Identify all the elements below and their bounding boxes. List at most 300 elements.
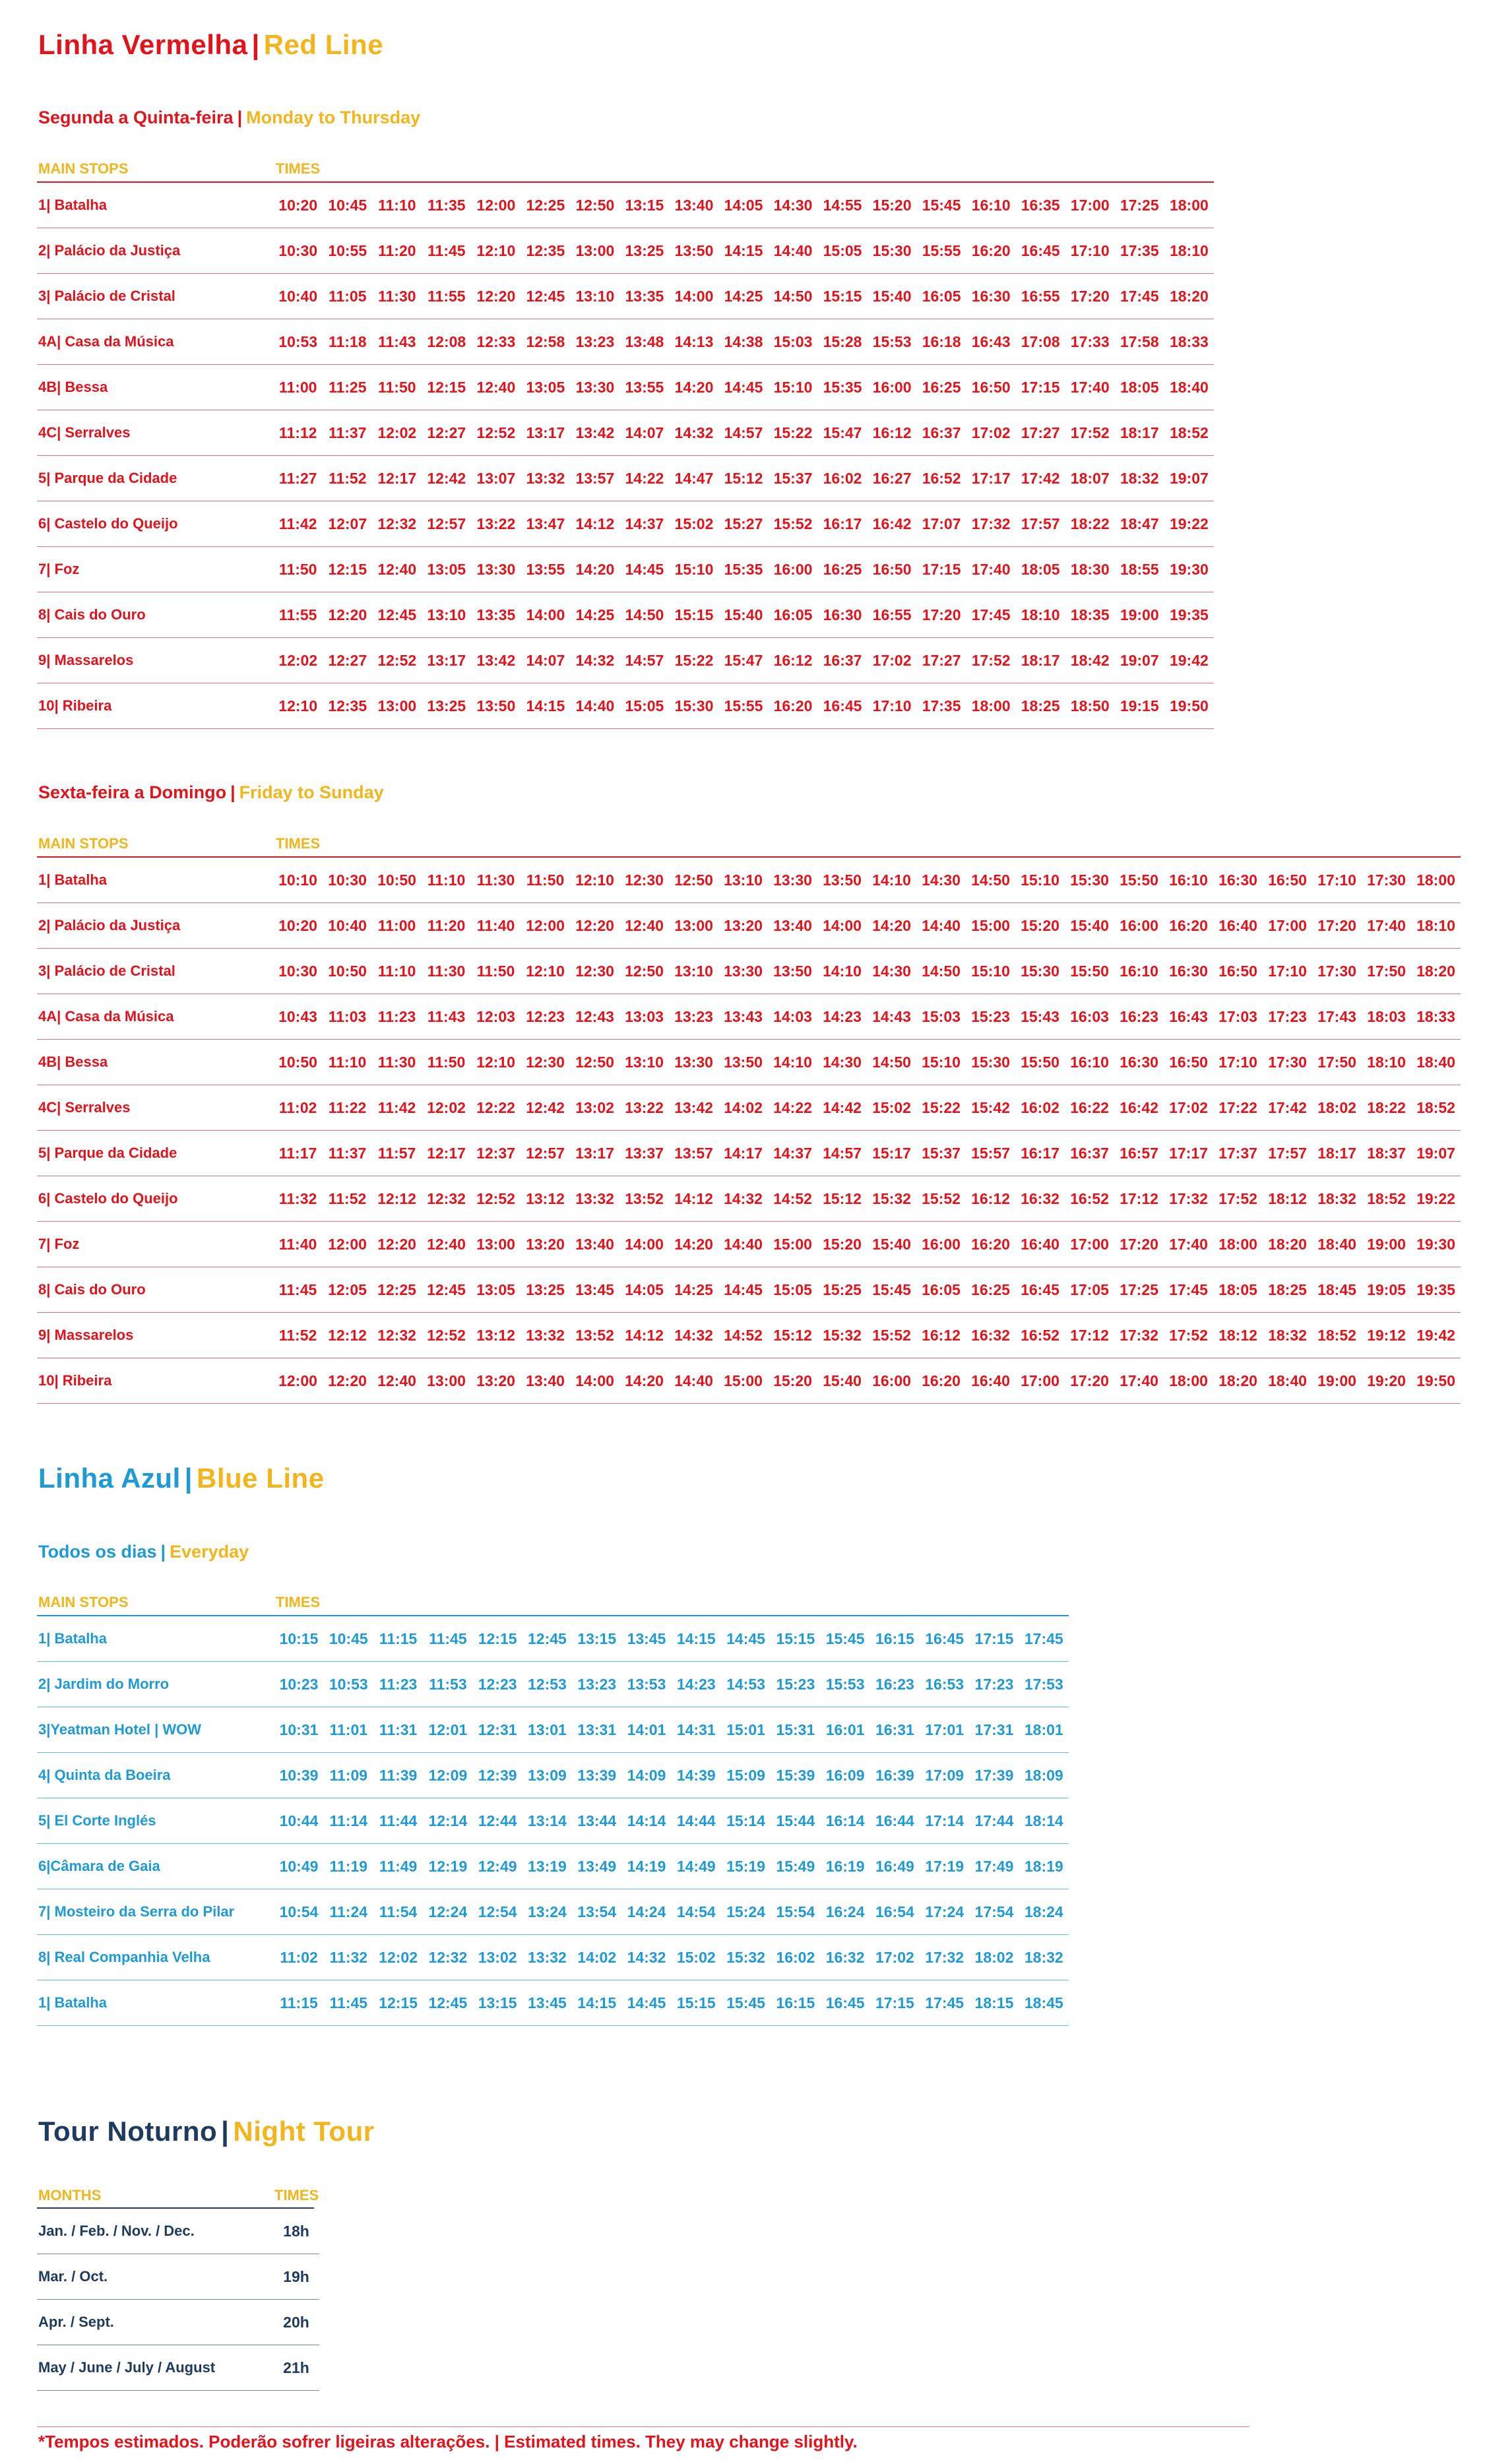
time-cell: 10:53 [324, 1662, 373, 1707]
time-cell: 16:02 [771, 1935, 820, 1980]
time-cell: 12:42 [521, 1085, 570, 1131]
time-cell: 17:00 [1065, 183, 1115, 228]
time-cell: 12:45 [423, 1980, 472, 2026]
time-cell: 14:52 [768, 1176, 817, 1222]
table-row [37, 183, 1214, 228]
time-cell: 10:30 [273, 949, 323, 994]
time-cell: 13:32 [570, 1176, 619, 1222]
stop-name-cell: 5| El Corte Inglés [37, 1798, 274, 1844]
time-cell: 16:00 [1114, 903, 1164, 949]
time-cell: 12:50 [669, 858, 718, 903]
time-cell: 11:31 [373, 1707, 423, 1753]
time-cell: 11:24 [324, 1889, 373, 1935]
time-cell: 17:35 [1115, 228, 1164, 274]
time-cell: 16:20 [916, 1358, 966, 1404]
table-row [37, 547, 1214, 592]
time-cell: 12:00 [323, 1222, 372, 1267]
table-row [37, 456, 1214, 501]
time-cell: 14:45 [619, 547, 669, 592]
time-cell: 11:42 [372, 1085, 422, 1131]
time-cell: 15:22 [916, 1085, 966, 1131]
time-cell: 16:18 [917, 319, 966, 365]
time-cell: 14:00 [521, 592, 570, 638]
time-cell: 15:02 [672, 1935, 721, 1980]
time-cell: 13:10 [669, 949, 718, 994]
time-cell: 15:42 [966, 1085, 1015, 1131]
time-cell: 12:27 [323, 638, 372, 683]
time-cell: 14:44 [672, 1798, 721, 1844]
time-cell: 11:55 [273, 592, 323, 638]
time-cell: 14:30 [867, 949, 916, 994]
time-cell: 11:30 [372, 274, 422, 319]
time-cell: 14:22 [768, 1085, 817, 1131]
time-cell: 11:10 [372, 949, 422, 994]
time-cell: 17:10 [868, 683, 917, 729]
time-cell: 18:52 [1312, 1313, 1362, 1358]
time-cell: 18:32 [1115, 456, 1164, 501]
time-cell: 10:39 [274, 1753, 323, 1798]
time-cell: 15:35 [718, 547, 768, 592]
time-cell: 13:00 [570, 228, 619, 274]
time-cell: 18h [273, 2209, 319, 2254]
time-cell: 12:20 [570, 903, 619, 949]
time-cell: 12:35 [323, 683, 372, 729]
time-cell: 12:25 [521, 183, 570, 228]
time-cell: 13:40 [768, 903, 817, 949]
time-cell: 12:35 [521, 228, 570, 274]
time-cell: 12:25 [372, 1267, 422, 1313]
stop-name-cell: 6| Castelo do Queijo [37, 1176, 273, 1222]
time-cell: 14:00 [669, 274, 718, 319]
time-cell: 18:12 [1263, 1176, 1312, 1222]
time-cell: 15:52 [916, 1176, 966, 1222]
time-cell: 17:40 [1362, 903, 1411, 949]
table-row [37, 2209, 319, 2254]
time-cell: 14:02 [572, 1935, 621, 1980]
time-cell: 14:32 [718, 1176, 768, 1222]
time-cell: 17:49 [969, 1844, 1019, 1889]
time-cell: 14:00 [570, 1358, 619, 1404]
time-cell: 15:47 [718, 638, 768, 683]
stop-name-cell: 1| Batalha [37, 1980, 274, 2026]
red-weekend-label [38, 782, 384, 803]
table-row [37, 1358, 1461, 1404]
time-cell: 13:09 [522, 1753, 572, 1798]
time-cell: 12:53 [522, 1662, 572, 1707]
time-cell: 16:09 [820, 1753, 870, 1798]
time-cell: 12:37 [471, 1131, 521, 1176]
time-cell: 14:20 [570, 547, 619, 592]
time-cell: 14:50 [619, 592, 669, 638]
time-cell: 16:12 [966, 1176, 1015, 1222]
time-cell: 11:15 [274, 1980, 323, 2026]
time-cell: 13:25 [619, 228, 669, 274]
time-cell: 13:39 [572, 1753, 621, 1798]
time-cell: 15:40 [868, 274, 917, 319]
time-cell: 16:22 [1065, 1085, 1114, 1131]
time-cell: 12:30 [521, 1040, 570, 1085]
time-cell: 12:32 [372, 501, 422, 547]
time-cell: 11:39 [373, 1753, 423, 1798]
red-weekend-label-en: Friday to Sunday [239, 782, 384, 802]
time-cell: 16:49 [870, 1844, 920, 1889]
time-cell: 13:22 [619, 1085, 669, 1131]
red-line-title-pt: Linha Vermelha [38, 29, 248, 60]
time-cell: 17:54 [969, 1889, 1019, 1935]
time-cell: 12:43 [570, 994, 619, 1040]
stop-name-cell: 8| Cais do Ouro [37, 592, 273, 638]
time-cell: 18:40 [1164, 365, 1214, 410]
time-cell: 16:05 [769, 592, 818, 638]
time-cell: 11:32 [324, 1935, 373, 1980]
time-cell: 14:12 [570, 501, 619, 547]
time-cell: 14:25 [718, 274, 768, 319]
months-cell: May / June / July / August [37, 2345, 273, 2391]
time-cell: 16:52 [1065, 1176, 1114, 1222]
time-cell: 16:45 [1015, 1267, 1065, 1313]
time-cell: 17:20 [1065, 274, 1115, 319]
time-cell: 15:45 [721, 1980, 771, 2026]
time-cell: 12:52 [422, 1313, 471, 1358]
stop-name-cell: 4A| Casa da Música [37, 994, 273, 1040]
time-cell: 11:50 [471, 949, 521, 994]
time-cell: 14:32 [669, 1313, 718, 1358]
time-cell: 13:30 [718, 949, 768, 994]
time-cell: 13:31 [572, 1707, 621, 1753]
time-cell: 19:20 [1362, 1358, 1411, 1404]
time-cell: 11:35 [422, 183, 471, 228]
stop-name-cell: 6|Câmara de Gaia [37, 1844, 274, 1889]
time-cell: 14:22 [619, 456, 669, 501]
time-cell: 16:40 [1213, 903, 1263, 949]
time-cell: 12:02 [373, 1935, 423, 1980]
time-cell: 18:33 [1411, 994, 1461, 1040]
months-cell: Jan. / Feb. / Nov. / Dec. [37, 2209, 273, 2254]
time-cell: 16:20 [769, 683, 818, 729]
stop-name-cell: 4A| Casa da Música [37, 319, 273, 365]
time-cell: 12:23 [521, 994, 570, 1040]
time-cell: 17:33 [1065, 319, 1115, 365]
time-cell: 12:15 [373, 1980, 423, 2026]
time-cell: 15:30 [669, 683, 718, 729]
time-cell: 17:08 [1016, 319, 1065, 365]
stop-name-cell: 9| Massarelos [37, 1313, 273, 1358]
time-cell: 17:12 [1114, 1176, 1164, 1222]
time-cell: 17:31 [969, 1707, 1019, 1753]
time-cell: 13:45 [621, 1616, 671, 1662]
time-cell: 18:00 [1213, 1222, 1263, 1267]
time-cell: 15:32 [867, 1176, 916, 1222]
time-cell: 17:10 [1065, 228, 1115, 274]
time-cell: 13:42 [570, 410, 619, 456]
time-cell: 16:15 [870, 1616, 920, 1662]
time-cell: 15:53 [868, 319, 917, 365]
time-cell: 13:15 [619, 183, 669, 228]
time-cell: 15:45 [820, 1616, 870, 1662]
time-cell: 11:40 [471, 903, 521, 949]
table-row [37, 949, 1461, 994]
time-cell: 18:32 [1263, 1313, 1312, 1358]
time-cell: 12:49 [473, 1844, 522, 1889]
time-cell: 12:10 [471, 228, 521, 274]
time-cell: 15:32 [721, 1935, 771, 1980]
time-cell: 10:44 [274, 1798, 323, 1844]
table-row [37, 410, 1214, 456]
time-cell: 11:20 [372, 228, 422, 274]
time-cell: 10:50 [323, 949, 372, 994]
time-cell: 13:15 [473, 1980, 522, 2026]
red-weekday-label [38, 108, 420, 128]
time-cell: 17:45 [920, 1980, 969, 2026]
label-separator: | [230, 782, 236, 802]
time-cell: 12:02 [372, 410, 422, 456]
time-cell: 17:02 [1164, 1085, 1213, 1131]
time-cell: 15:37 [769, 456, 818, 501]
time-cell: 18:00 [1164, 183, 1214, 228]
time-cell: 13:40 [570, 1222, 619, 1267]
time-cell: 11:57 [372, 1131, 422, 1176]
time-cell: 10:54 [274, 1889, 323, 1935]
time-cell: 18:00 [1411, 858, 1461, 903]
time-cell: 13:35 [471, 592, 521, 638]
time-cell: 17:00 [1065, 1222, 1114, 1267]
time-cell: 18:24 [1019, 1889, 1069, 1935]
table-row [37, 2345, 319, 2391]
time-cell: 13:15 [572, 1616, 621, 1662]
time-cell: 13:54 [572, 1889, 621, 1935]
time-cell: 17:15 [870, 1980, 920, 2026]
time-cell: 12:03 [471, 994, 521, 1040]
time-cell: 16:30 [966, 274, 1016, 319]
time-cell: 17:32 [920, 1935, 969, 1980]
time-cell: 17:10 [1213, 1040, 1263, 1085]
time-cell: 15:22 [669, 638, 718, 683]
table-row [37, 1980, 1069, 2026]
time-cell: 11:45 [273, 1267, 323, 1313]
time-cell: 13:32 [521, 1313, 570, 1358]
time-cell: 12:57 [521, 1131, 570, 1176]
time-cell: 14:01 [621, 1707, 671, 1753]
table-row [37, 1222, 1461, 1267]
time-cell: 15:19 [721, 1844, 771, 1889]
time-cell: 12:22 [471, 1085, 521, 1131]
time-cell: 14:32 [621, 1935, 671, 1980]
time-cell: 13:30 [471, 547, 521, 592]
time-cell: 19:07 [1411, 1131, 1461, 1176]
time-cell: 13:30 [570, 365, 619, 410]
time-cell: 17:42 [1263, 1085, 1312, 1131]
red-weekend-label-pt: Sexta-feira a Domingo [38, 782, 227, 802]
time-cell: 13:40 [669, 183, 718, 228]
table-row [37, 2300, 319, 2345]
time-cell: 17:22 [1213, 1085, 1263, 1131]
time-cell: 11:27 [273, 456, 323, 501]
time-cell: 13:32 [522, 1935, 572, 1980]
red-weekday-timetable [37, 183, 1214, 729]
time-cell: 12:20 [323, 592, 372, 638]
time-cell: 13:23 [669, 994, 718, 1040]
time-cell: 17:58 [1115, 319, 1164, 365]
time-cell: 16:45 [920, 1616, 969, 1662]
time-cell: 17:15 [969, 1616, 1019, 1662]
time-cell: 17:30 [1362, 858, 1411, 903]
time-cell: 16:42 [868, 501, 917, 547]
time-cell: 15:15 [669, 592, 718, 638]
time-cell: 15:22 [769, 410, 818, 456]
blue-everyday-label [38, 1542, 249, 1562]
time-cell: 18:09 [1019, 1753, 1069, 1798]
time-cell: 14:39 [672, 1753, 721, 1798]
time-cell: 18:45 [1019, 1980, 1069, 2026]
time-cell: 16:44 [870, 1798, 920, 1844]
time-cell: 17:17 [966, 456, 1016, 501]
time-cell: 18:10 [1411, 903, 1461, 949]
time-cell: 16:23 [1114, 994, 1164, 1040]
time-cell: 18:52 [1164, 410, 1214, 456]
time-cell: 14:57 [718, 410, 768, 456]
time-cell: 15:32 [817, 1313, 867, 1358]
time-cell: 11:18 [323, 319, 372, 365]
time-cell: 12:45 [422, 1267, 471, 1313]
time-cell: 13:05 [521, 365, 570, 410]
time-cell: 17:57 [1263, 1131, 1312, 1176]
time-cell: 13:03 [619, 994, 669, 1040]
blue-stops-header: MAIN STOPS [38, 1594, 129, 1610]
time-cell: 17:45 [966, 592, 1016, 638]
time-cell: 18:37 [1362, 1131, 1411, 1176]
time-cell: 17:52 [1213, 1176, 1263, 1222]
time-cell: 18:17 [1115, 410, 1164, 456]
time-cell: 16:12 [769, 638, 818, 683]
time-cell: 12:15 [323, 547, 372, 592]
time-cell: 15:05 [619, 683, 669, 729]
time-cell: 13:50 [718, 1040, 768, 1085]
time-cell: 15:55 [917, 228, 966, 274]
time-cell: 11:09 [324, 1753, 373, 1798]
time-cell: 13:45 [570, 1267, 619, 1313]
time-cell: 12:52 [471, 1176, 521, 1222]
time-cell: 17:03 [1213, 994, 1263, 1040]
time-cell: 10:53 [273, 319, 323, 365]
time-cell: 10:40 [323, 903, 372, 949]
time-cell: 15:30 [868, 228, 917, 274]
table-row [37, 1798, 1069, 1844]
night-tour-title-pt: Tour Noturno [38, 2116, 218, 2147]
time-cell: 15:53 [820, 1662, 870, 1707]
time-cell: 11:43 [422, 994, 471, 1040]
time-cell: 12:09 [423, 1753, 472, 1798]
time-cell: 18:40 [1411, 1040, 1461, 1085]
time-cell: 18:32 [1019, 1935, 1069, 1980]
time-cell: 13:50 [471, 683, 521, 729]
time-cell: 12:10 [570, 858, 619, 903]
time-cell: 13:52 [619, 1176, 669, 1222]
label-separator: | [160, 1542, 166, 1562]
time-cell: 16:43 [966, 319, 1016, 365]
time-cell: 15:10 [916, 1040, 966, 1085]
time-cell: 16:00 [769, 547, 818, 592]
time-cell: 18:40 [1312, 1222, 1362, 1267]
time-cell: 18:20 [1213, 1358, 1263, 1404]
time-cell: 14:42 [817, 1085, 867, 1131]
time-cell: 12:45 [372, 592, 422, 638]
time-cell: 11:00 [273, 365, 323, 410]
footnote: *Tempos estimados. Poderão sofrer ligeiras alterações. | Estimated times. They may change slightly. [38, 2432, 858, 2451]
red-weekend-timetable [37, 858, 1461, 1404]
time-cell: 17:42 [1016, 456, 1065, 501]
time-cell: 15:15 [818, 274, 868, 319]
table-row [37, 903, 1461, 949]
time-cell: 14:15 [672, 1616, 721, 1662]
time-cell: 14:25 [669, 1267, 718, 1313]
time-cell: 16:27 [868, 456, 917, 501]
blue-line-title-pt: Linha Azul [38, 1463, 181, 1494]
time-cell: 16:50 [1164, 1040, 1213, 1085]
table-row [37, 858, 1461, 903]
time-cell: 13:23 [570, 319, 619, 365]
time-cell: 12:17 [422, 1131, 471, 1176]
time-cell: 12:32 [422, 1176, 471, 1222]
time-cell: 11:45 [422, 228, 471, 274]
time-cell: 12:20 [471, 274, 521, 319]
time-cell: 19:50 [1411, 1358, 1461, 1404]
table-row [37, 683, 1214, 729]
time-cell: 15:31 [771, 1707, 820, 1753]
time-cell: 17:30 [1312, 949, 1362, 994]
time-cell: 20h [273, 2300, 319, 2345]
time-cell: 12:20 [372, 1222, 422, 1267]
time-cell: 15:57 [966, 1131, 1015, 1176]
time-cell: 12:15 [422, 365, 471, 410]
table-row [37, 1662, 1069, 1707]
time-cell: 11:15 [373, 1616, 423, 1662]
time-cell: 19:00 [1362, 1222, 1411, 1267]
time-cell: 14:20 [619, 1358, 669, 1404]
time-cell: 16:10 [1114, 949, 1164, 994]
time-cell: 15:05 [818, 228, 868, 274]
time-cell: 13:00 [372, 683, 422, 729]
time-cell: 14:10 [817, 949, 867, 994]
time-cell: 14:30 [916, 858, 966, 903]
time-cell: 11:52 [323, 1176, 372, 1222]
time-cell: 12:20 [323, 1358, 372, 1404]
time-cell: 15:02 [669, 501, 718, 547]
time-cell: 13:22 [471, 501, 521, 547]
time-cell: 16:00 [868, 365, 917, 410]
table-row [37, 1753, 1069, 1798]
time-cell: 15:52 [867, 1313, 916, 1358]
time-cell: 11:00 [372, 903, 422, 949]
time-cell: 17:43 [1312, 994, 1362, 1040]
time-cell: 15:45 [917, 183, 966, 228]
time-cell: 13:05 [471, 1267, 521, 1313]
time-cell: 14:23 [672, 1662, 721, 1707]
time-cell: 13:14 [522, 1798, 572, 1844]
time-cell: 15:10 [769, 365, 818, 410]
time-cell: 17:50 [1312, 1040, 1362, 1085]
table-row [37, 365, 1214, 410]
time-cell: 15:20 [817, 1222, 867, 1267]
time-cell: 18:25 [1263, 1267, 1312, 1313]
time-cell: 14:20 [867, 903, 916, 949]
stop-name-cell: 10| Ribeira [37, 1358, 273, 1404]
time-cell: 14:47 [669, 456, 718, 501]
time-cell: 18:50 [1065, 683, 1115, 729]
time-cell: 14:07 [619, 410, 669, 456]
time-cell: 16:00 [867, 1358, 916, 1404]
time-cell: 15:15 [672, 1980, 721, 2026]
time-cell: 14:32 [669, 410, 718, 456]
